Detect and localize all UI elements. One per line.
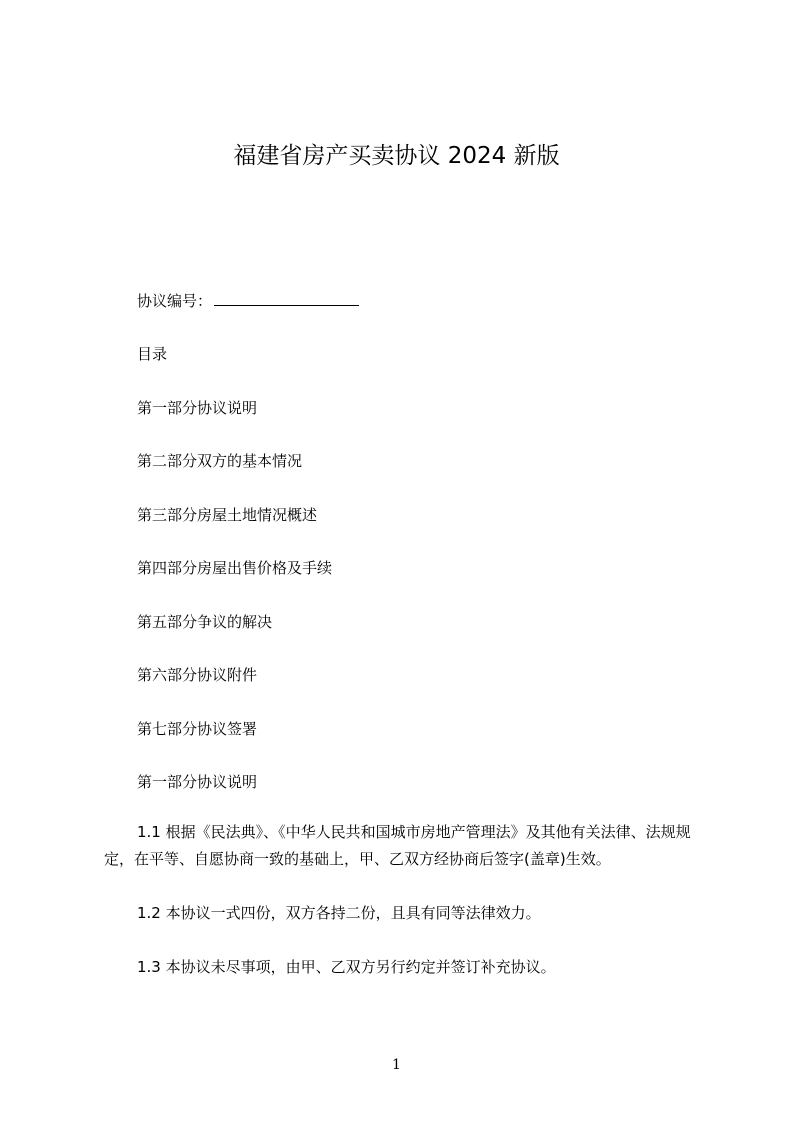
page-number: 1 bbox=[392, 1057, 401, 1073]
section-heading-part-1: 第一部分协议说明 bbox=[137, 773, 258, 791]
contract-number-label: 协议编号： bbox=[137, 292, 213, 310]
clause-1-3: 1.3 本协议未尽事项，由甲、乙双方另行约定并签订补充协议。 bbox=[137, 958, 556, 976]
toc-item-part-1: 第一部分协议说明 bbox=[137, 399, 258, 417]
toc-item-part-4: 第四部分房屋出售价格及手续 bbox=[137, 559, 333, 577]
contract-number-line bbox=[137, 290, 359, 312]
toc-item-part-2: 第二部分双方的基本情况 bbox=[137, 452, 303, 470]
toc-item-part-6: 第六部分协议附件 bbox=[137, 666, 258, 684]
toc-item-part-7: 第七部分协议签署 bbox=[137, 720, 258, 738]
document-title: 福建省房产买卖协议 2024 新版 bbox=[233, 143, 560, 169]
clause-1-1: 1.1 根据《民法典》、《中华人民共和国城市房地产管理法》及其他有关法律、法规规定，在平等、自愿协商一致的基础上，甲、乙双方经协商后签字(盖章)生效。 bbox=[104, 823, 691, 868]
toc-item-part-3: 第三部分房屋土地情况概述 bbox=[137, 506, 318, 524]
toc-item-part-5: 第五部分争议的解决 bbox=[137, 613, 273, 631]
contract-number-blank bbox=[214, 291, 359, 306]
toc-heading: 目录 bbox=[137, 345, 168, 363]
clause-1-2: 1.2 本协议一式四份，双方各持二份，且具有同等法律效力。 bbox=[137, 904, 541, 922]
